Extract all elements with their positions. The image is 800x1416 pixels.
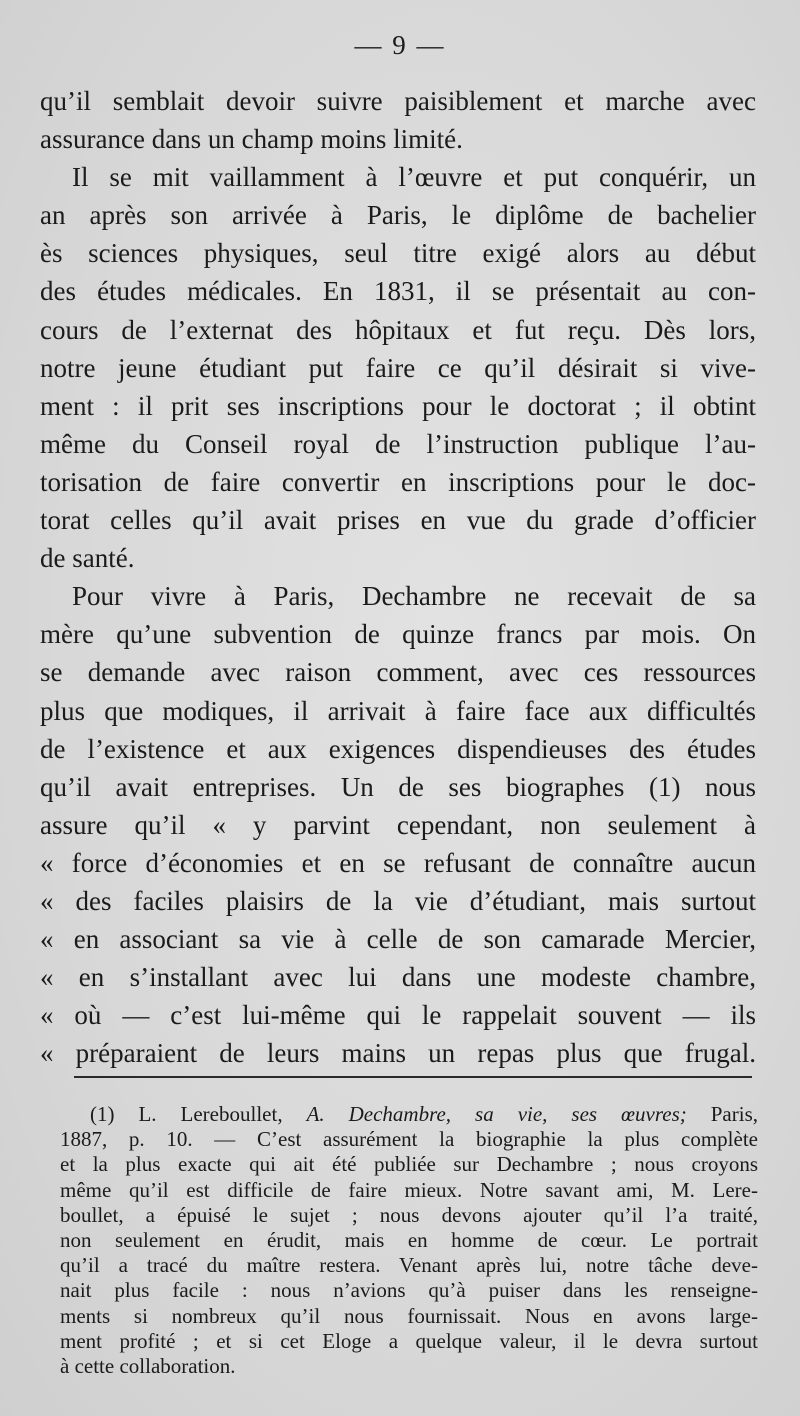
footnote-line: même qu’il est difficile de faire mieux. Notre savant ami, M. Lere- bbox=[60, 1177, 758, 1202]
text-line: qu’il avait entreprises. Un de ses biographes (1) nous bbox=[40, 771, 756, 802]
text-line: de santé. bbox=[40, 543, 135, 574]
text-line: Il se mit vaillamment à l’œuvre et put conquérir, un bbox=[72, 162, 756, 193]
text-line: ès sciences physiques, seul titre exigé alors au début bbox=[40, 238, 756, 269]
text-line: « des faciles plaisirs de la vie d’étudiant, mais surtout bbox=[40, 885, 756, 916]
text-line: an après son arrivée à Paris, le diplôme de bachelier bbox=[40, 200, 756, 231]
main-text-block bbox=[40, 82, 756, 1072]
text-line: « en associant sa vie à celle de son camarade Mercier, bbox=[40, 924, 756, 955]
text-line: qu’il semblait devoir suivre paisiblement et marche avec bbox=[40, 86, 756, 116]
text-line: « où — c’est lui-même qui le rappelait souvent — ils bbox=[40, 1000, 756, 1031]
footnote-line: boullet, a épuisé le sujet ; nous devons ajouter qu’il l’a traité, bbox=[60, 1202, 758, 1227]
text-line: mère qu’une subvention de quinze francs par mois. On bbox=[40, 619, 756, 650]
page-number: — 9 — bbox=[354, 30, 446, 60]
footnote-line bbox=[60, 1102, 758, 1127]
footnote-author: (1) L. Lereboullet, bbox=[90, 1102, 307, 1126]
text-line: Pour vivre à Paris, Dechambre ne recevait de sa bbox=[72, 581, 756, 612]
text-line: assure qu’il « y parvint cependant, non seulement à bbox=[40, 809, 756, 840]
text-line: notre jeune étudiant put faire ce qu’il désirait si vive- bbox=[40, 352, 756, 383]
footnote-line: 1887, p. 10. — C’est assurément la biographie la plus complète bbox=[60, 1127, 758, 1152]
text-line: plus que modiques, il arrivait à faire face aux difficultés bbox=[40, 695, 756, 726]
text-line: cours de l’externat des hôpitaux et fut reçu. Dès lors, bbox=[40, 314, 756, 345]
text-line: même du Conseil royal de l’instruction publique l’au- bbox=[40, 428, 756, 459]
text-line: ment : il prit ses inscriptions pour le doctorat ; il obtint bbox=[40, 390, 756, 421]
text-line: « force d’économies et en se refusant de connaître aucun bbox=[40, 847, 756, 878]
text-line: de l’existence et aux exigences dispendieuses des études bbox=[40, 733, 756, 764]
text-line: se demande avec raison comment, avec ces ressources bbox=[40, 657, 756, 688]
footnote-line: nait plus facile : nous n’avions qu’à puiser dans les renseigne- bbox=[60, 1278, 758, 1303]
text-line: des études médicales. En 1831, il se présentait au con- bbox=[40, 276, 756, 307]
footnote-separator-rule bbox=[74, 1076, 752, 1078]
text-line: torisation de faire convertir en inscriptions pour le doc- bbox=[40, 466, 756, 497]
footnote-book-title: A. Dechambre, sa vie, ses œuvres; bbox=[306, 1102, 687, 1126]
footnote-place: Paris, bbox=[686, 1102, 758, 1126]
footnote-line: non seulement en érudit, mais en homme de cœur. Le portrait bbox=[60, 1227, 758, 1252]
text-line: assurance dans un champ moins limité. bbox=[40, 124, 463, 155]
footnote-line: ment profité ; et si cet Eloge a quelque valeur, il le devra surtout bbox=[60, 1328, 758, 1353]
text-line: torat celles qu’il avait prises en vue du grade d’officier bbox=[40, 505, 756, 536]
footnote-line: ments si nombreux qu’il nous fournissait. Nous en avons large- bbox=[60, 1303, 758, 1328]
text-line: « en s’installant avec lui dans une modeste chambre, bbox=[40, 962, 756, 993]
footnote-line: à cette collaboration. bbox=[60, 1353, 236, 1378]
footnote-line: et la plus exacte qui ait été publiée sur Dechambre ; nous croyons bbox=[60, 1152, 758, 1177]
text-line: « préparaient de leurs mains un repas plus que frugal. bbox=[40, 1038, 756, 1069]
footnote-block bbox=[60, 1102, 758, 1379]
footnote-line: qu’il a tracé du maître restera. Venant après lui, notre tâche deve- bbox=[60, 1253, 758, 1278]
